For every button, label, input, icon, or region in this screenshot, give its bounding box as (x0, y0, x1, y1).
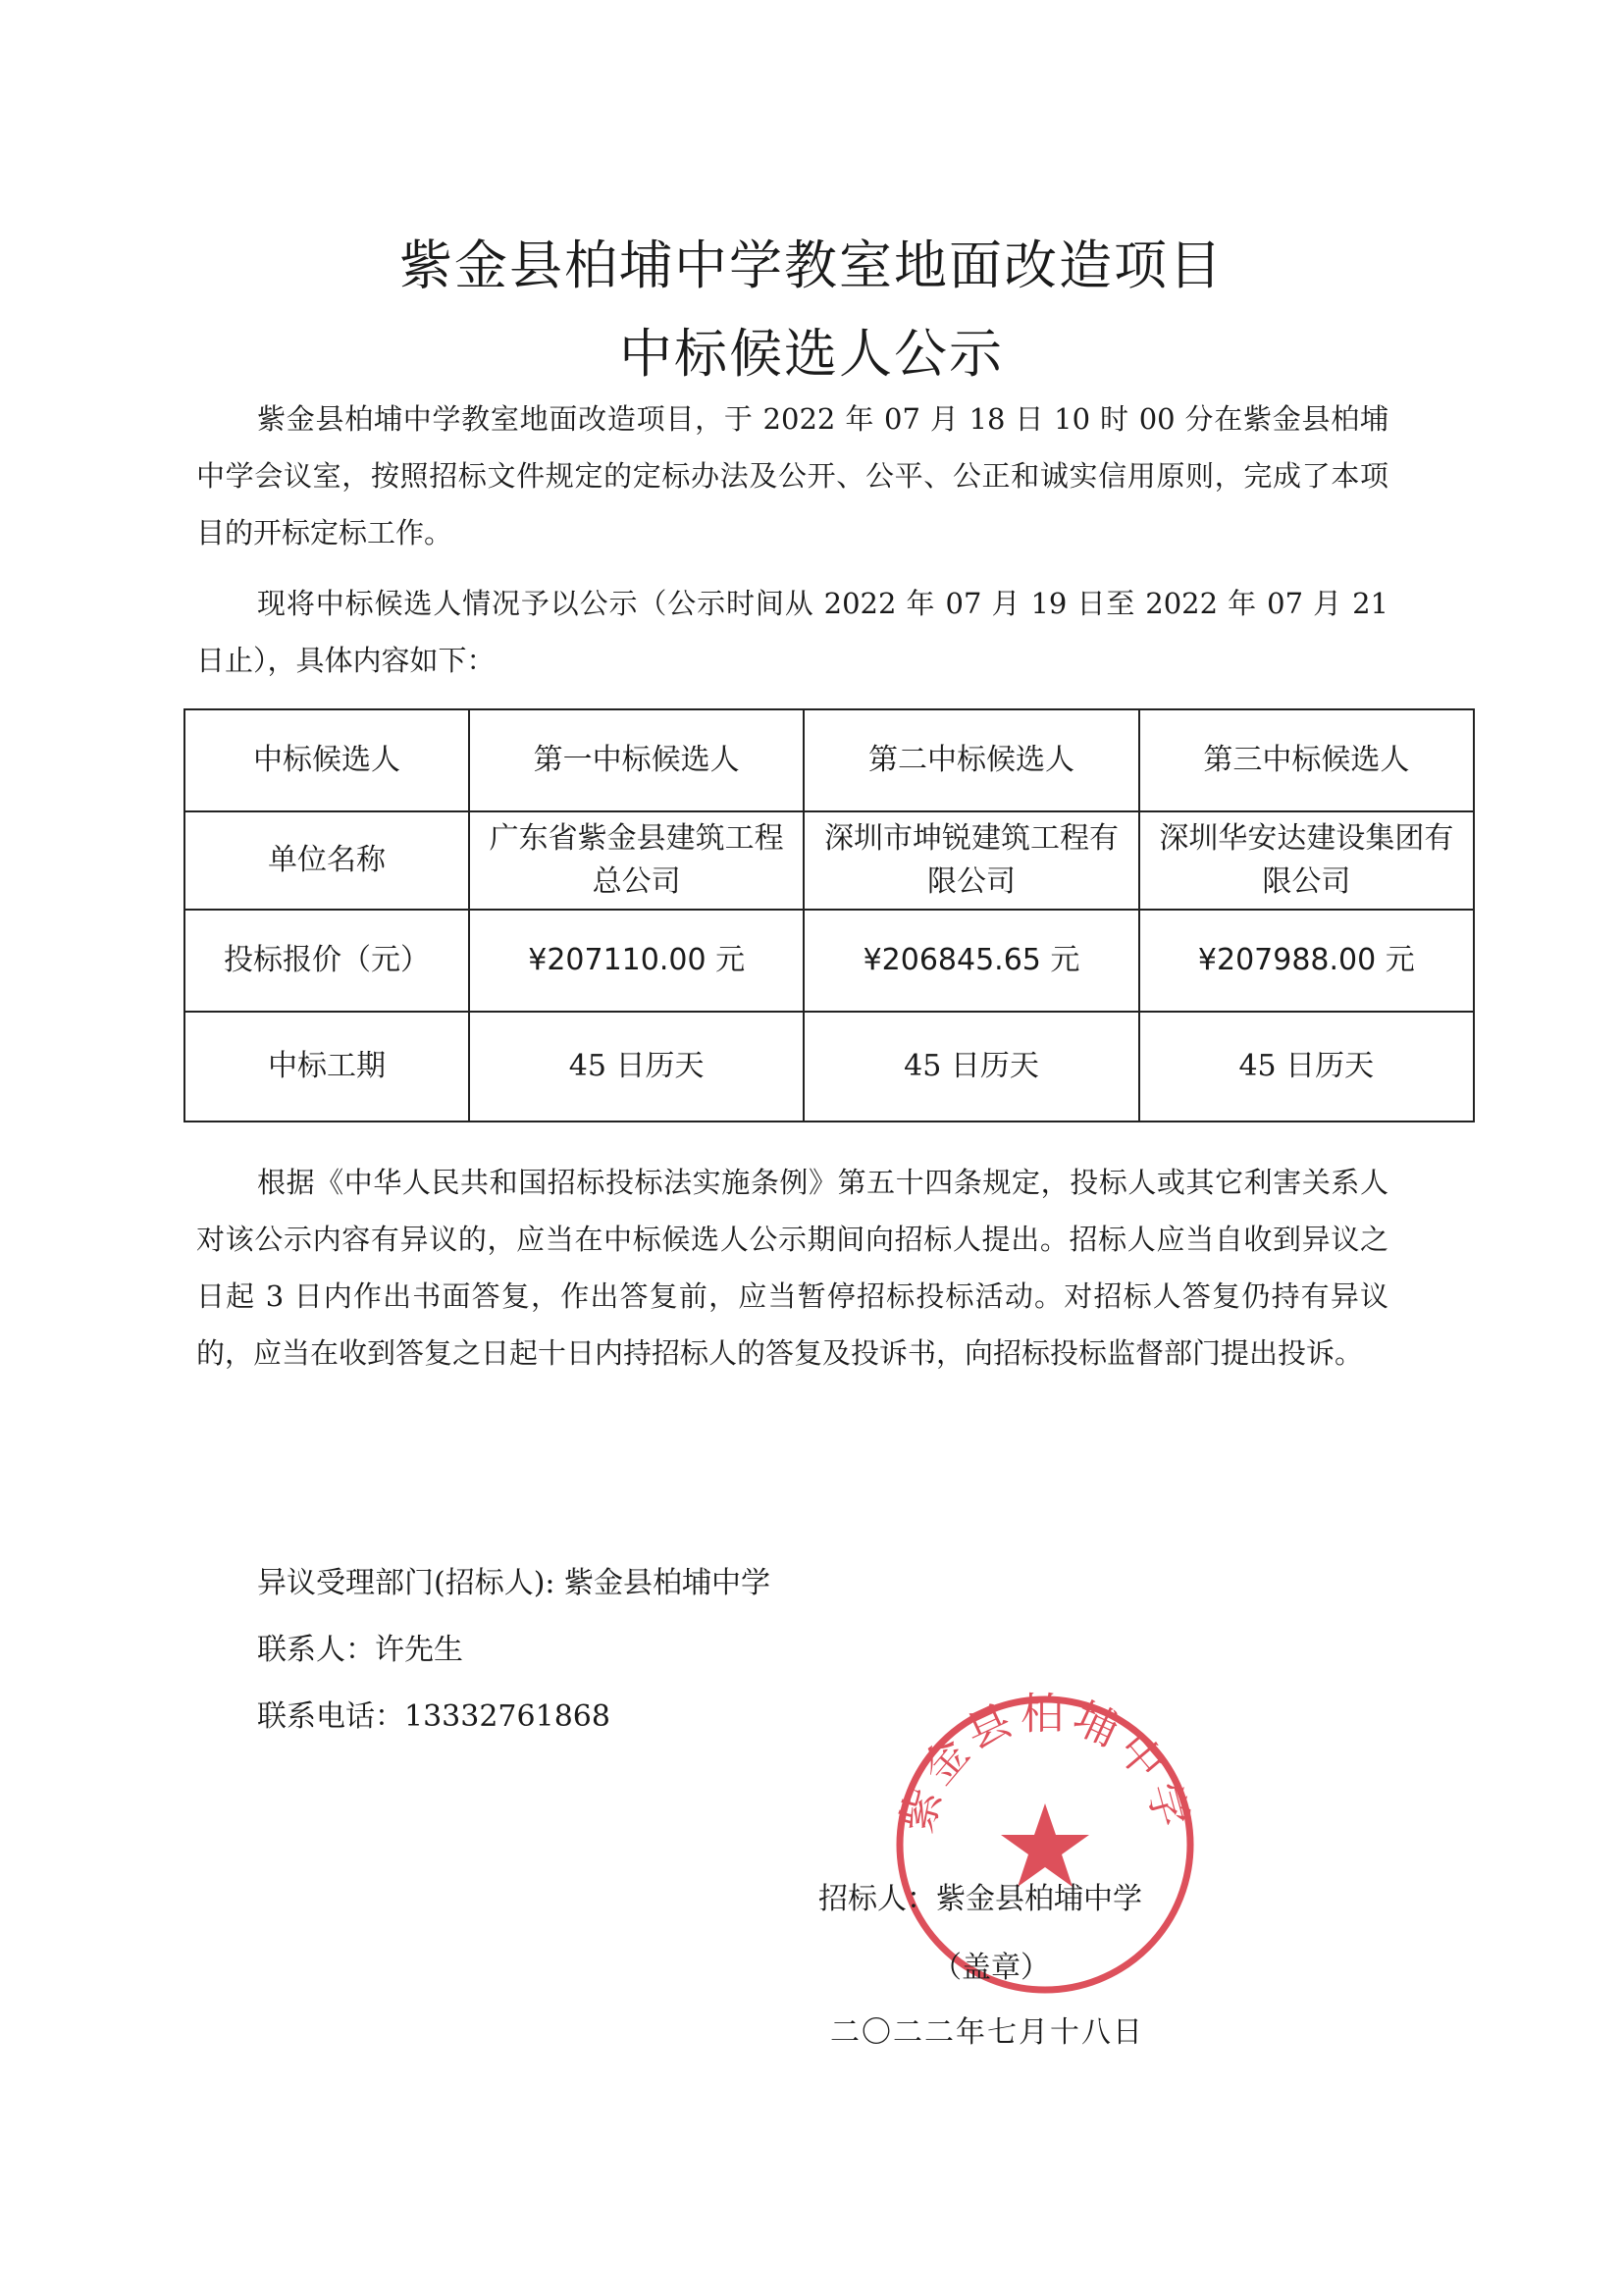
signature-date: 二〇二二年七月十八日 (830, 2015, 1144, 2050)
table-header-cell: 第三中标候选人 (1139, 709, 1474, 811)
seal-note: （盖章） (932, 1951, 1050, 1985)
table-cell: ¥207110.00 元 (469, 910, 804, 1012)
table-cell: ¥206845.65 元 (804, 910, 1138, 1012)
row-label-duration: 中标工期 (184, 1012, 469, 1122)
tenderer-signature: 招标人：紫金县柏埔中学 (818, 1882, 1142, 1916)
table-cell: 45 日历天 (469, 1012, 804, 1122)
contact-person: 联系人：许先生 (257, 1633, 463, 1667)
table-row (184, 811, 1474, 910)
intro-paragraph-1: 紫金县柏埔中学教室地面改造项目，于 2022 年 07 月 18 日 10 时 00 分在紫金县柏埔中学会议室，按照招标文件规定的定标办法及公开、公平、公正和诚实信用原则，完成了本项目的开标定标工作。 (196, 402, 1388, 549)
table-header-row (184, 709, 1474, 811)
row-label-company: 单位名称 (184, 811, 469, 910)
candidates-table (183, 708, 1475, 1122)
table-header-cell: 中标候选人 (184, 709, 469, 811)
row-label-price: 投标报价（元） (184, 910, 469, 1012)
table-cell: 广东省紫金县建筑工程总公司 (469, 811, 804, 910)
table-cell: 深圳华安达建设集团有限公司 (1139, 811, 1474, 910)
table-row (184, 1012, 1474, 1122)
table-cell: 45 日历天 (1139, 1012, 1474, 1122)
table-cell: ¥207988.00 元 (1139, 910, 1474, 1012)
intro-paragraph-2: 现将中标候选人情况予以公示（公示时间从 2022 年 07 月 19 日至 2022 年 07 月 21 日止），具体内容如下： (196, 587, 1388, 677)
table-cell: 45 日历天 (804, 1012, 1138, 1122)
table-header-cell: 第二中标候选人 (804, 709, 1138, 811)
contact-phone: 联系电话：13332761868 (257, 1699, 610, 1734)
table-row (184, 910, 1474, 1012)
objection-department: 异议受理部门(招标人): 紫金县柏埔中学 (257, 1566, 771, 1600)
objection-notice-paragraph: 根据《中华人民共和国招标投标法实施条例》第五十四条规定，投标人或其它利害关系人对该公示内容有异议的，应当在中标候选人公示期间向招标人提出。招标人应当自收到异议之日起 3 日内作出书面答复，作出答复前，应当暂停招标投标活动。对招标人答复仍持有异议的，应当在收到答复之日起十日内持招标人的答复及投诉书，向招标投标监督部门提出投诉。 (196, 1166, 1388, 1370)
document-title-line1: 紫金县柏埔中学教室地面改造项目 (399, 235, 1224, 296)
document-title-line2: 中标候选人公示 (619, 323, 1004, 385)
table-cell: 深圳市坤锐建筑工程有限公司 (804, 811, 1138, 910)
seal-text: 紫金县柏埔中学 (891, 1689, 1199, 1839)
table-header-cell: 第一中标候选人 (469, 709, 804, 811)
